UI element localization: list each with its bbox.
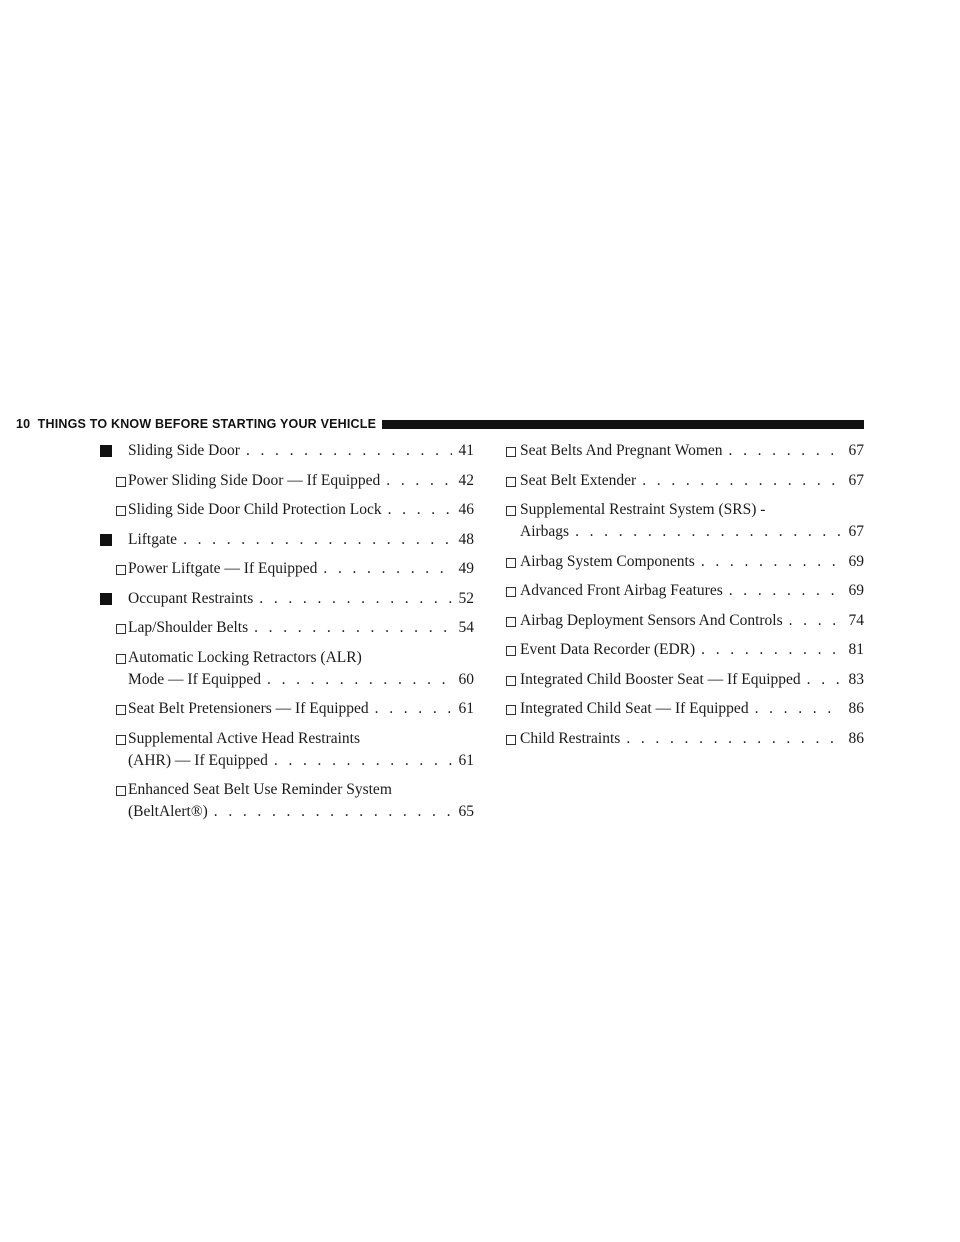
- toc-page-number: 60: [458, 670, 474, 688]
- toc-page-number: 86: [848, 729, 864, 747]
- dot-leader: [259, 588, 452, 610]
- toc-subsection-entry[interactable]: [506, 728, 864, 750]
- toc-page-number: 48: [458, 530, 474, 548]
- toc-page-number: 61: [458, 700, 474, 717]
- header-rule: [382, 420, 864, 429]
- toc-entry-title: Lap/Shoulder Belts: [128, 619, 249, 636]
- toc-entry-title: Event Data Recorder (EDR): [520, 641, 696, 658]
- dot-leader: [254, 617, 452, 639]
- toc-entry-title: Occupant Restraints: [128, 589, 254, 607]
- filled-square-bullet-icon: [100, 588, 112, 612]
- hollow-square-bullet-icon: [506, 639, 516, 663]
- page-header: [16, 416, 864, 432]
- toc-left-column: [100, 440, 474, 831]
- dot-leader: [626, 728, 842, 750]
- toc-right-column: [506, 440, 864, 757]
- dot-leader: [701, 639, 842, 661]
- toc-subsection-entry[interactable]: [100, 499, 474, 521]
- dot-leader: [575, 521, 842, 543]
- toc-entry-title: Seat Belt Extender: [520, 471, 637, 489]
- toc-page-number: 81: [848, 641, 864, 658]
- toc-section-entry[interactable]: [100, 529, 474, 551]
- dot-leader: [729, 580, 842, 602]
- hollow-square-bullet-icon: [506, 669, 516, 693]
- toc-entry-title: Seat Belts And Pregnant Women: [520, 442, 723, 459]
- hollow-square-bullet-icon: [116, 647, 126, 671]
- filled-square-bullet-icon: [100, 440, 112, 464]
- toc-entry-title: (BeltAlert®): [128, 803, 208, 820]
- toc-subsection-entry[interactable]: [100, 470, 474, 492]
- toc-subsection-entry[interactable]: [100, 647, 474, 691]
- hollow-square-bullet-icon: [116, 698, 126, 722]
- toc-subsection-entry[interactable]: [506, 669, 864, 691]
- toc-entry-title: Power Sliding Side Door — If Equipped: [128, 471, 381, 489]
- hollow-square-bullet-icon: [506, 551, 516, 575]
- hollow-square-bullet-icon: [506, 728, 516, 752]
- dot-leader: [274, 750, 452, 772]
- toc-entry-title: Sliding Side Door Child Protection Lock: [128, 501, 382, 518]
- toc-entry-title: Sliding Side Door: [128, 442, 240, 459]
- toc-entry-title: Liftgate: [128, 530, 178, 548]
- dot-leader: [375, 698, 452, 720]
- hollow-square-bullet-icon: [506, 610, 516, 634]
- toc-entry-title: Airbag Deployment Sensors And Controls: [520, 611, 783, 629]
- toc-entry-title-line1: Supplemental Active Head Restraints: [128, 729, 361, 747]
- dot-leader: [729, 440, 842, 462]
- section-title: THINGS TO KNOW BEFORE STARTING YOUR VEHICLE: [37, 417, 377, 431]
- toc-subsection-entry[interactable]: [100, 617, 474, 639]
- toc-section-entry[interactable]: [100, 588, 474, 610]
- toc-subsection-entry[interactable]: [506, 698, 864, 720]
- toc-section-entry[interactable]: [100, 440, 474, 462]
- toc-subsection-entry[interactable]: [506, 440, 864, 462]
- toc-entry-title: Airbag System Components: [520, 552, 695, 570]
- toc-entry-title: Advanced Front Airbag Features: [520, 582, 723, 599]
- toc-subsection-entry[interactable]: [506, 580, 864, 602]
- toc-entry-title: Airbags: [520, 523, 570, 540]
- toc-page-number: 83: [848, 670, 864, 688]
- hollow-square-bullet-icon: [506, 698, 516, 722]
- dot-leader: [755, 698, 842, 720]
- toc-page-number: 65: [458, 803, 474, 820]
- toc-entry-title: Integrated Child Booster Seat — If Equipped: [520, 670, 801, 688]
- header-text: [16, 417, 376, 431]
- toc-page-number: 46: [458, 501, 474, 518]
- toc-entry-title-line1: Supplemental Restraint System (SRS) -: [520, 501, 766, 518]
- toc-page-number: 74: [848, 611, 864, 629]
- page-number: 10: [16, 417, 31, 431]
- hollow-square-bullet-icon: [116, 617, 126, 641]
- dot-leader: [246, 440, 452, 462]
- toc-page-number: 69: [848, 582, 864, 599]
- dot-leader: [267, 669, 452, 691]
- dot-leader: [183, 529, 452, 551]
- toc-entry-title: Child Restraints: [520, 729, 621, 747]
- toc-subsection-entry[interactable]: [506, 470, 864, 492]
- hollow-square-bullet-icon: [116, 499, 126, 523]
- toc-entry-title: Power Liftgate — If Equipped: [128, 560, 318, 577]
- hollow-square-bullet-icon: [116, 558, 126, 582]
- toc-entry-title-line1: Automatic Locking Retractors (ALR): [128, 648, 362, 666]
- toc-subsection-entry[interactable]: [100, 779, 474, 823]
- toc-subsection-entry[interactable]: [506, 639, 864, 661]
- hollow-square-bullet-icon: [506, 580, 516, 604]
- hollow-square-bullet-icon: [506, 470, 516, 494]
- toc-page-number: 69: [848, 552, 864, 570]
- toc-entry-title: Mode — If Equipped: [128, 670, 262, 688]
- toc-page-number: 52: [458, 589, 474, 607]
- toc-entry-title-line1: Enhanced Seat Belt Use Reminder System: [128, 781, 392, 798]
- toc-entry-title: Seat Belt Pretensioners — If Equipped: [128, 700, 369, 717]
- dot-leader: [701, 551, 842, 573]
- toc-page-number: 41: [458, 442, 474, 459]
- dot-leader: [388, 499, 452, 521]
- toc-entry-title: (AHR) — If Equipped: [128, 751, 268, 769]
- hollow-square-bullet-icon: [506, 440, 516, 464]
- dot-leader: [214, 801, 452, 823]
- toc-page-number: 61: [458, 751, 474, 769]
- dot-leader: [642, 470, 842, 492]
- hollow-square-bullet-icon: [116, 470, 126, 494]
- dot-leader: [807, 669, 842, 691]
- toc-subsection-entry[interactable]: [100, 558, 474, 580]
- hollow-square-bullet-icon: [116, 779, 126, 803]
- toc-subsection-entry[interactable]: [506, 551, 864, 573]
- toc-page-number: 42: [458, 471, 474, 489]
- toc-page-number: 49: [458, 560, 474, 577]
- dot-leader: [386, 470, 452, 492]
- toc-subsection-entry[interactable]: [506, 610, 864, 632]
- filled-square-bullet-icon: [100, 529, 112, 553]
- toc-entry-title: Integrated Child Seat — If Equipped: [520, 700, 749, 717]
- toc-subsection-entry[interactable]: [100, 698, 474, 720]
- hollow-square-bullet-icon: [116, 728, 126, 752]
- toc-page-number: 54: [458, 619, 474, 636]
- hollow-square-bullet-icon: [506, 499, 516, 523]
- toc-page-number: 67: [848, 523, 864, 540]
- toc-subsection-entry[interactable]: [506, 499, 864, 543]
- toc-page-number: 86: [848, 700, 864, 717]
- toc-page-number: 67: [848, 442, 864, 459]
- dot-leader: [789, 610, 842, 632]
- toc-page-number: 67: [848, 471, 864, 489]
- dot-leader: [323, 558, 452, 580]
- toc-subsection-entry[interactable]: [100, 728, 474, 772]
